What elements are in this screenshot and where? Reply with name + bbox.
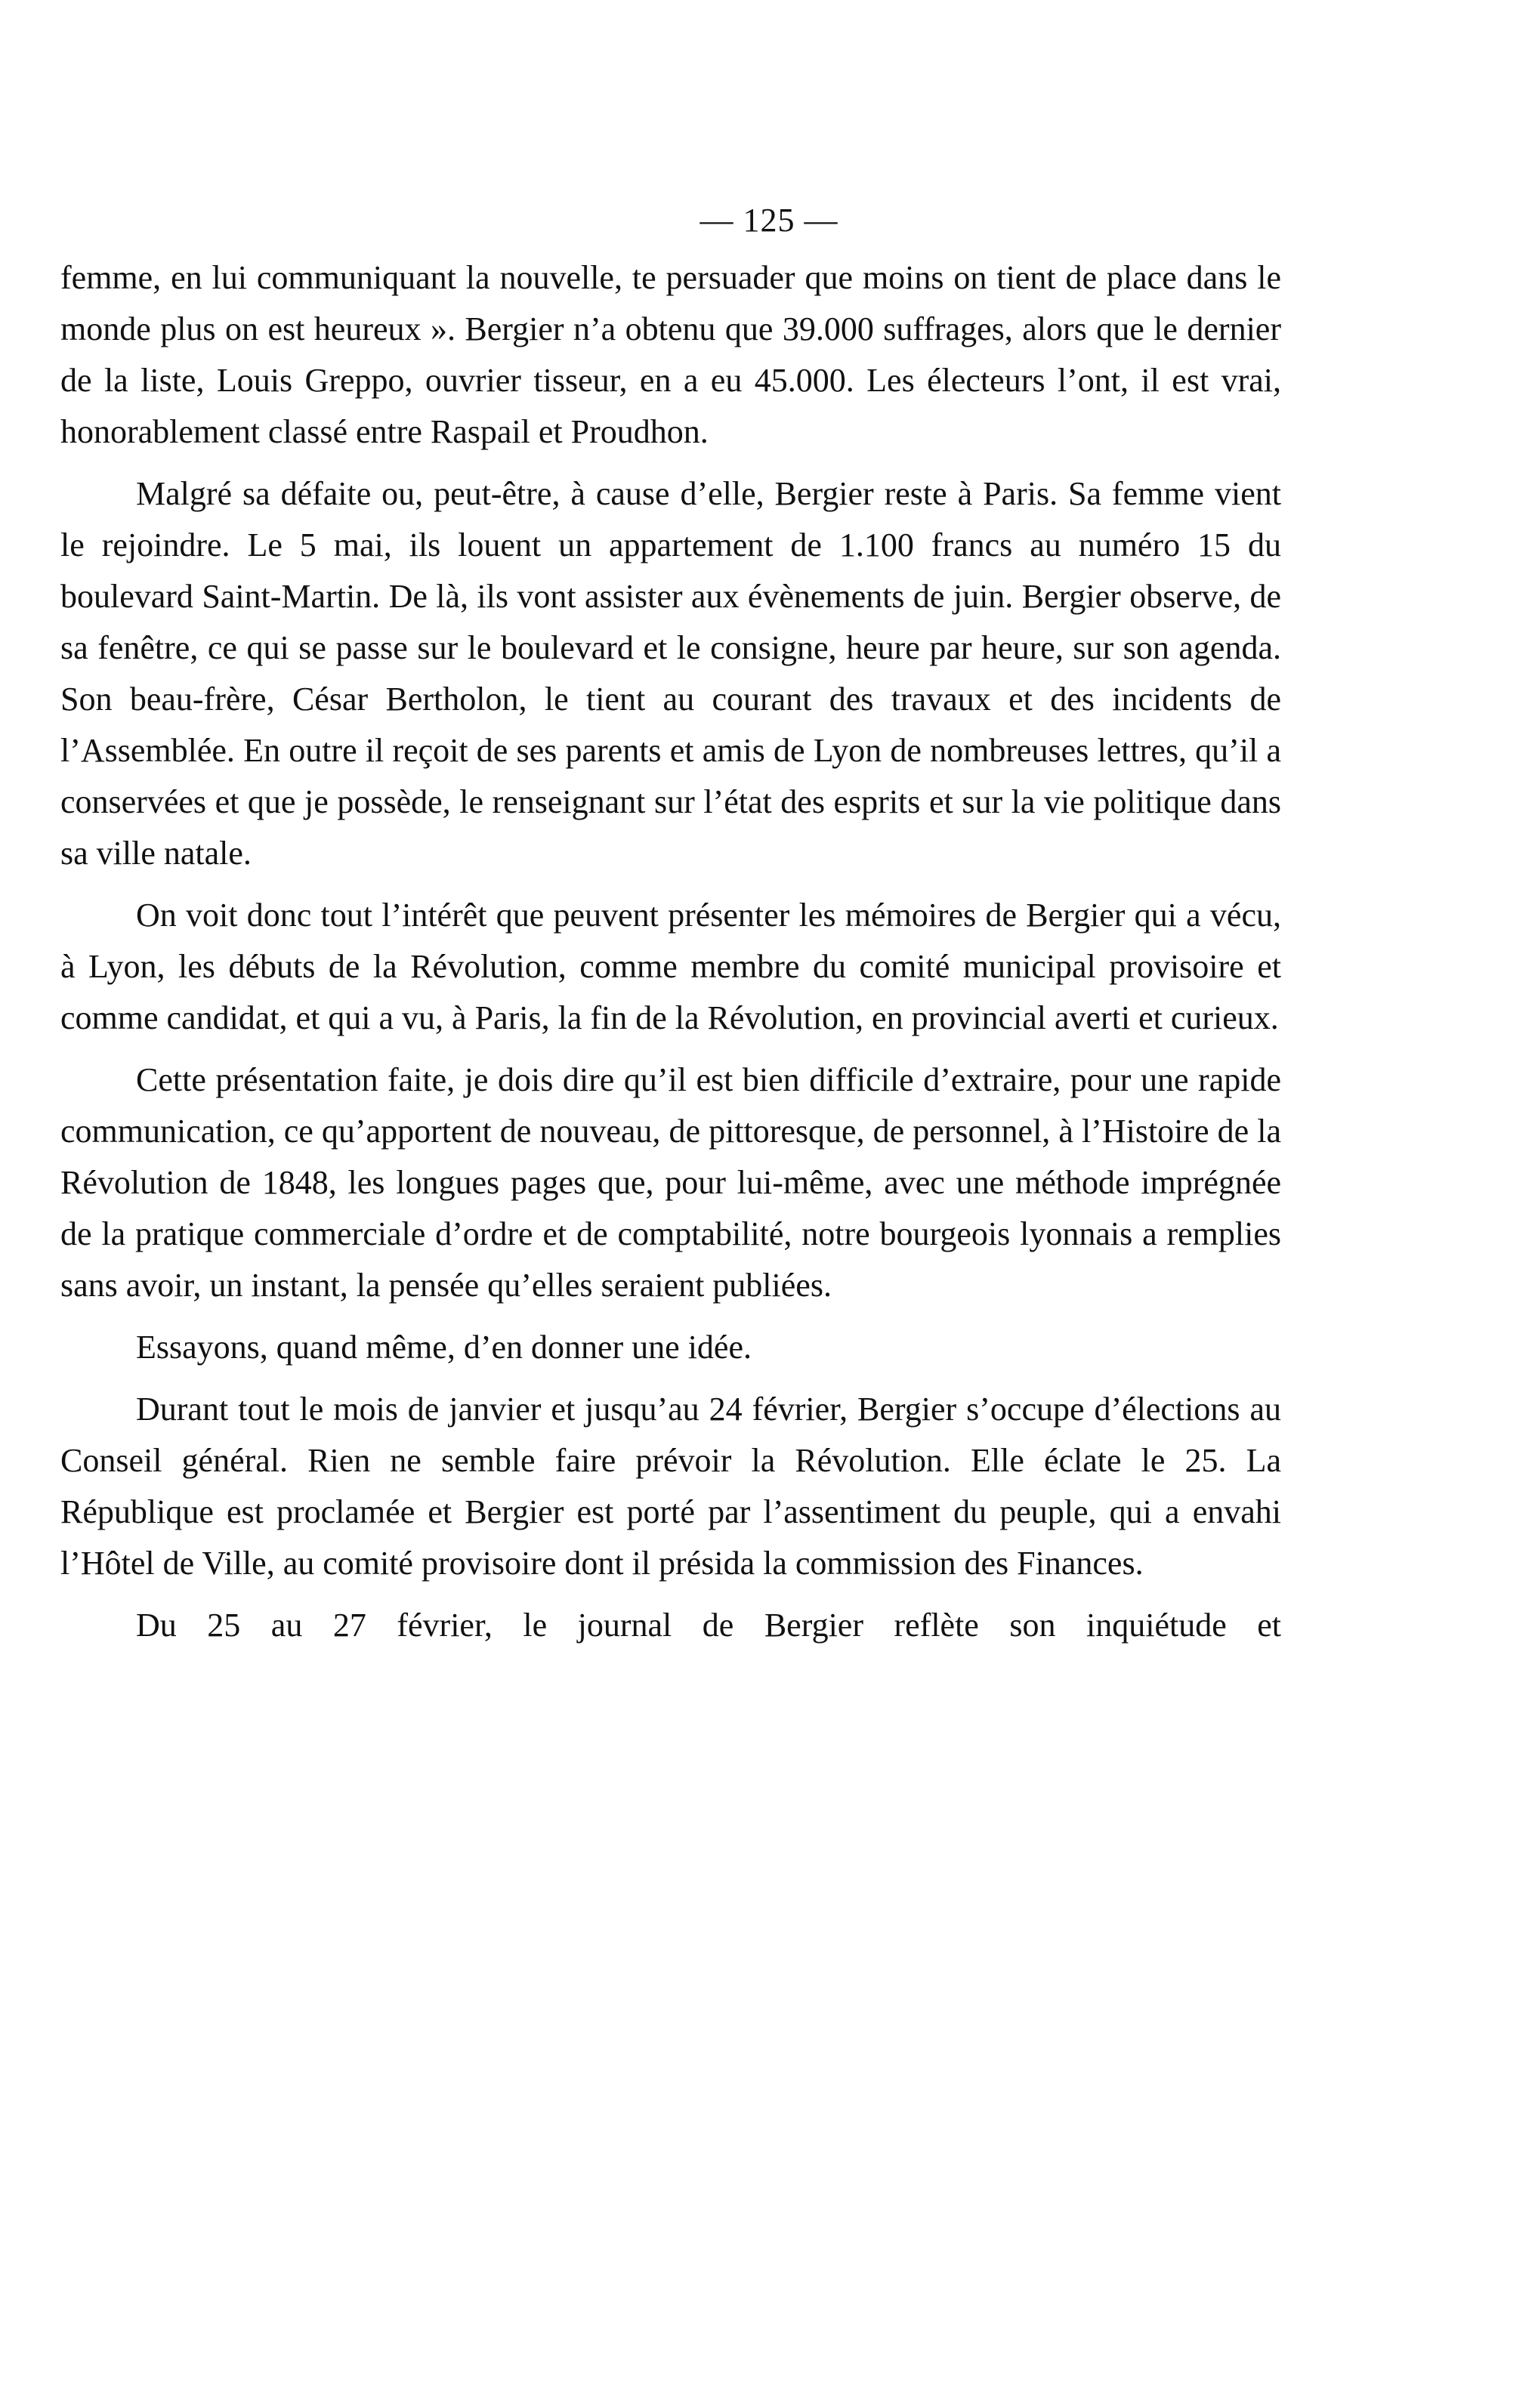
page-body-text	[60, 252, 1281, 1651]
paragraph-january-february: Durant tout le mois de janvier et jusqu’au 24 février, Bergier s’occupe d’élections au Conseil général. Rien ne semble faire prévoir la Révolution. Elle éclate le 25. La République est proclamée et Bergier est porté par l’assentiment du peuple, qui a envahi l’Hôtel de Ville, au comité provisoire dont il présida la commission des Finances.	[60, 1391, 1281, 1582]
paragraph-continuation: femme, en lui communiquant la nouvelle, te persuader que moins on tient de place dans le monde plus on est heureux ». Bergier n’a obtenu que 39.000 suffrages, alors que le dernier de la liste, Louis Greppo, ouvrier tisseur, en a eu 45.000. Les électeurs l’ont, il est vrai, honorablement classé entre Raspail et Proudhon.	[60, 259, 1281, 450]
paragraph-defeat-paris: Malgré sa défaite ou, peut-être, à cause d’elle, Bergier reste à Paris. Sa femme vient le rejoindre. Le 5 mai, ils louent un appartement de 1.100 francs au numéro 15 du boulevard Saint-Martin. De là, ils vont assister aux évènements de juin. Bergier observe, de sa fenêtre, ce qui se passe sur le boulevard et le consigne, heure par heure, sur son agenda. Son beau-frère, César Bertholon, le tient au courant des travaux et des incidents de l’Assemblée. En outre il reçoit de ses parents et amis de Lyon de nombreuses lettres, qu’il a conservées et que je possède, le renseignant sur l’état des esprits et sur la vie politique dans sa ville natale.	[60, 475, 1281, 872]
paragraph-journal-start: Du 25 au 27 février, le journal de Bergier reflète son inquiétude et	[136, 1607, 1281, 1644]
paragraph-essayons: Essayons, quand même, d’en donner une idée.	[136, 1329, 752, 1366]
paragraph-memoirs-interest: On voit donc tout l’intérêt que peuvent présenter les mémoires de Bergier qui a vécu, à Lyon, les débuts de la Révolution, comme membre du comité municipal provisoire et comme candidat, et qui a vu, à Paris, la fin de la Révolution, en provincial averti et curieux.	[60, 897, 1281, 1036]
page-number: — 125 —	[700, 202, 838, 239]
paragraph-presentation: Cette présentation faite, je dois dire qu’il est bien difficile d’extraire, pour une rapide communication, ce qu’apportent de nouveau, de pittoresque, de personnel, à l’Histoire de la Révolution de 1848, les longues pages que, pour lui-même, avec une méthode imprégnée de la pratique commerciale d’ordre et de comptabilité, notre bourgeois lyonnais a remplies sans avoir, un instant, la pensée qu’elles seraient publiées.	[60, 1061, 1281, 1304]
